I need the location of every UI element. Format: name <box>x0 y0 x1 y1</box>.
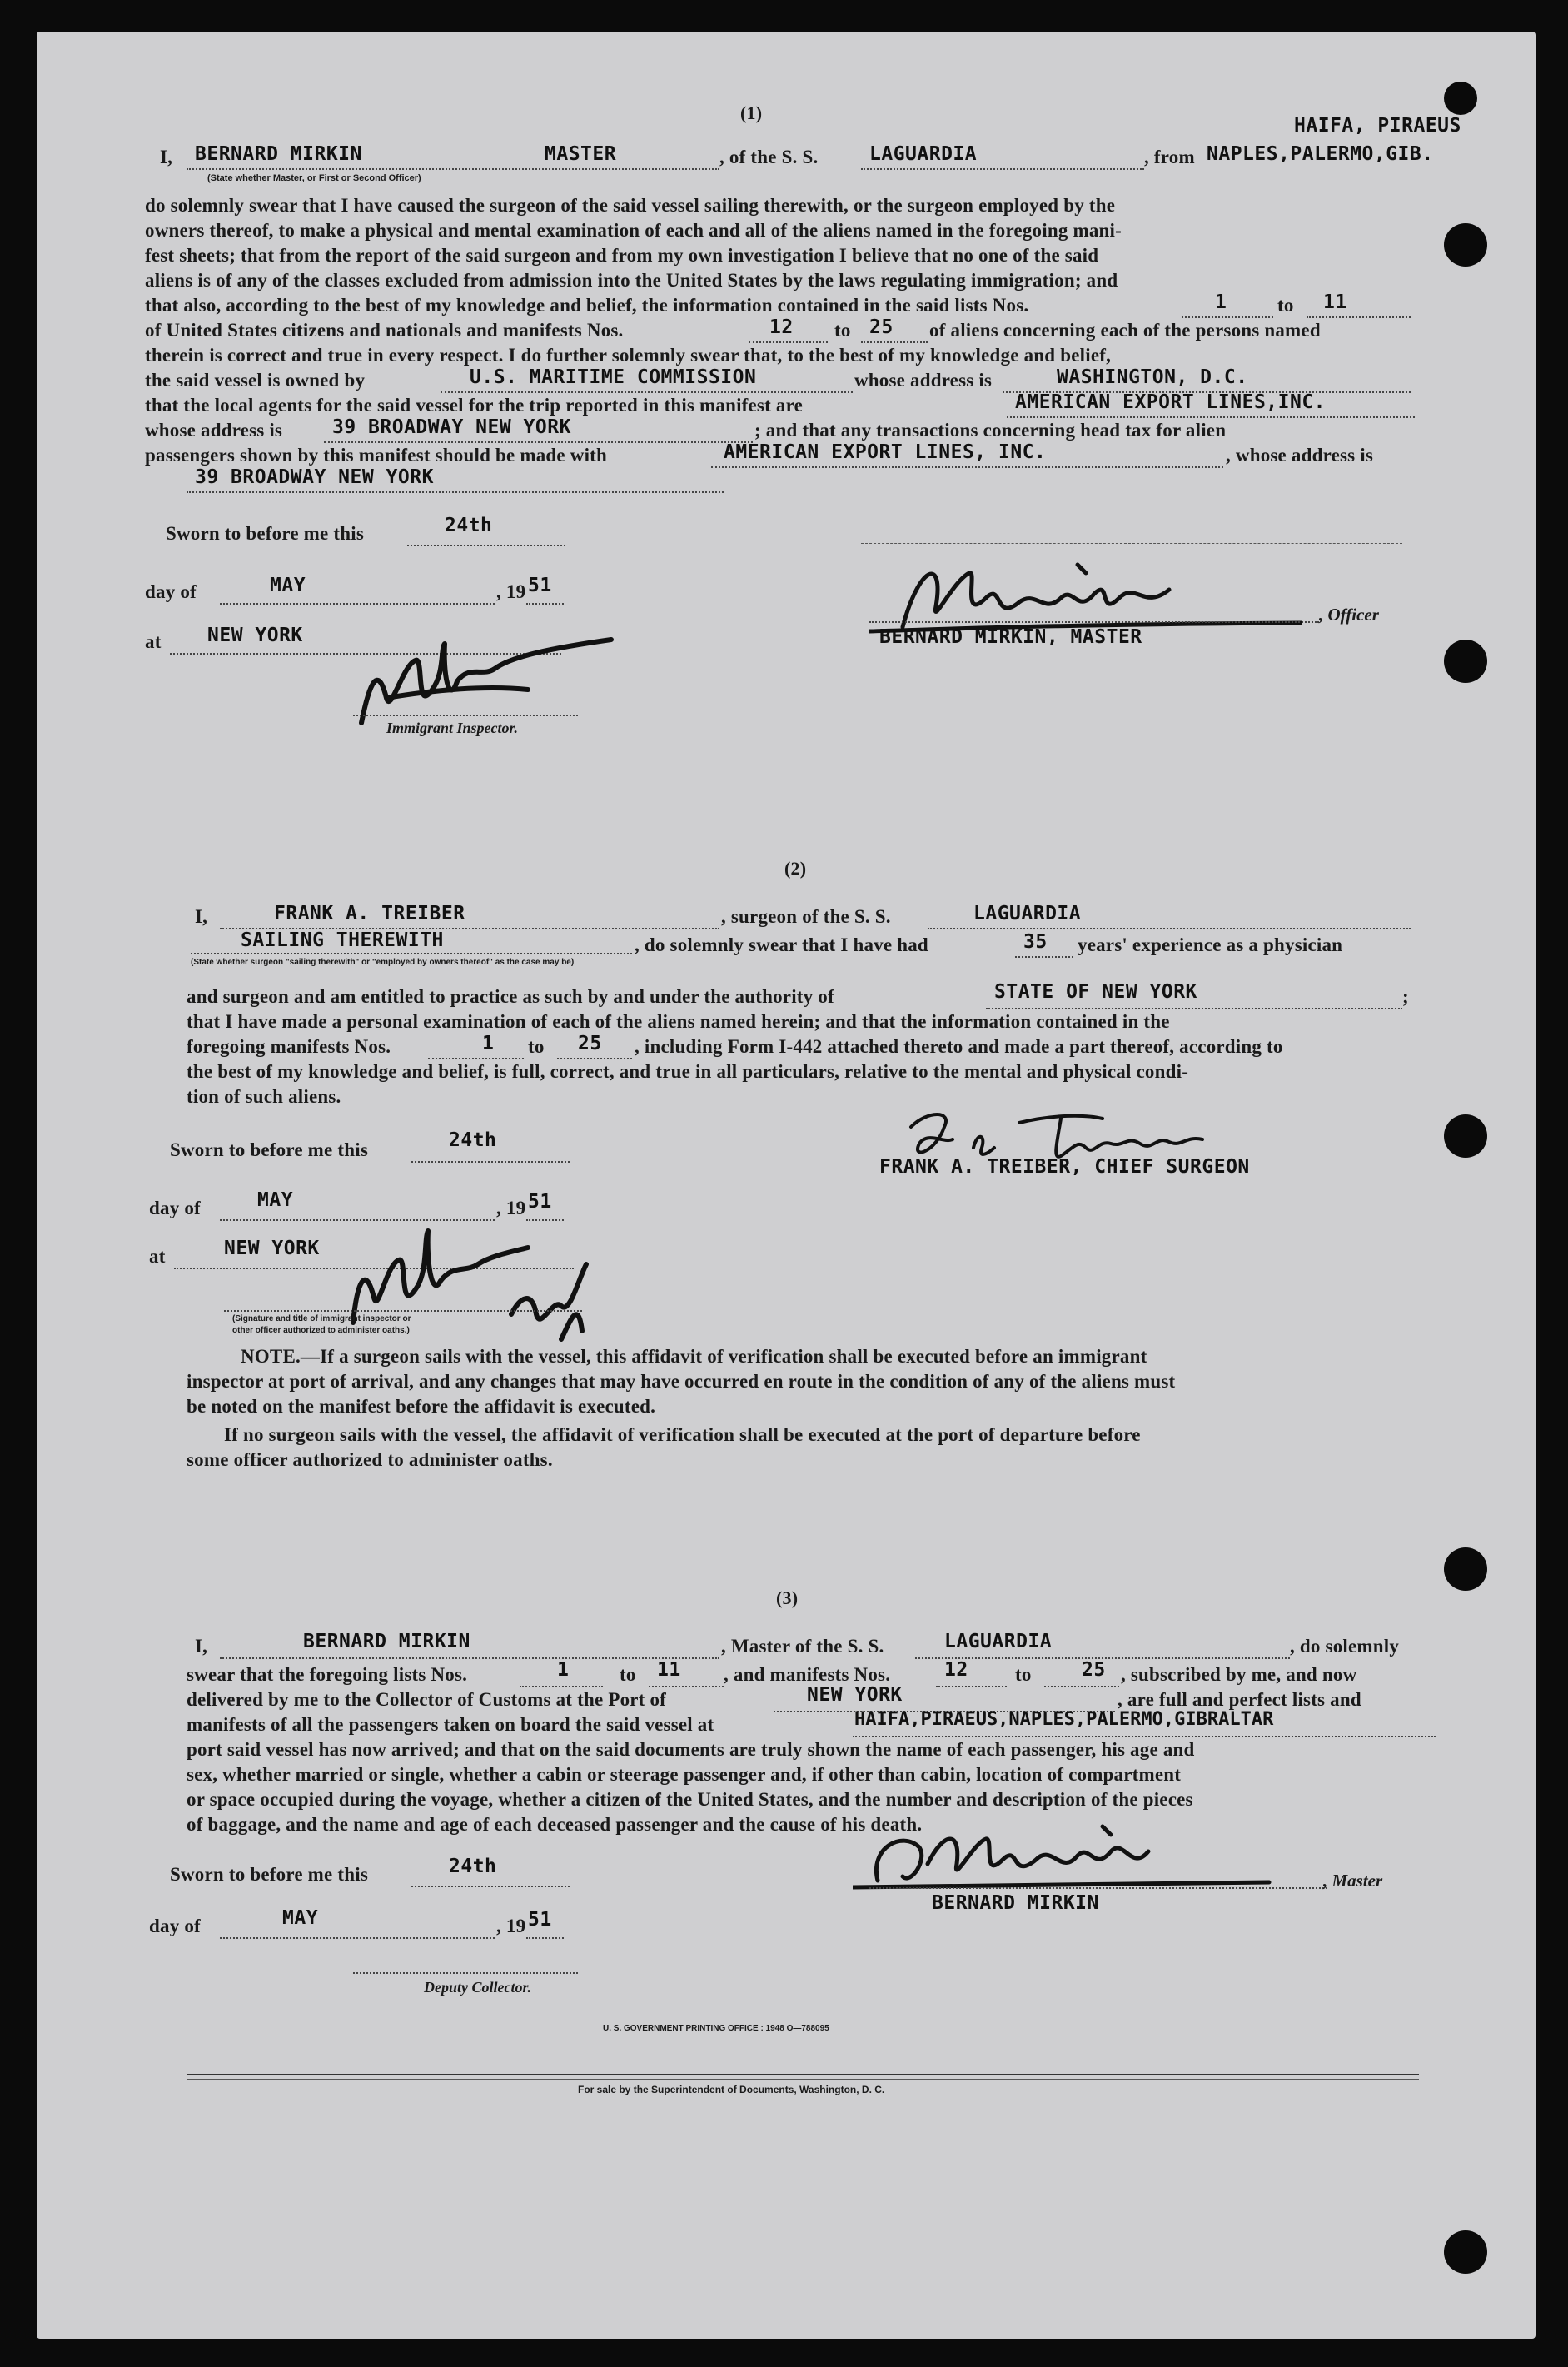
officer-rank: MASTER <box>545 143 617 165</box>
line <box>220 603 495 605</box>
embark-ports: HAIFA,PIRAEUS,NAPLES,PALERMO,GIBRALTAR <box>854 1709 1274 1730</box>
s3-text-5: port said vessel has now arrived; and that on the said documents are truly shown the name of each passenger, his age and <box>187 1739 1195 1760</box>
sworn-label: Sworn to before me this <box>166 523 364 544</box>
line <box>526 1937 564 1939</box>
s1-text-1: do solemnly swear that I have caused the surgeon of the said vessel sailing therewith, or the surgeon employed by the <box>145 195 1116 216</box>
s2-text-3: that I have made a personal examination of each of the aliens named herein; and that the information contained in the <box>187 1011 1170 1032</box>
section-number: (1) <box>740 102 763 123</box>
manifest-from: 12 <box>944 1659 968 1681</box>
line <box>1007 416 1415 418</box>
at-label: at <box>149 1246 166 1267</box>
section-number: (3) <box>776 1587 799 1608</box>
master-typed-name: BERNARD MIRKIN <box>932 1892 1099 1914</box>
s3-text-1b: , do solemnly <box>1290 1636 1400 1657</box>
line <box>187 168 719 170</box>
sworn-year: 51 <box>528 575 552 596</box>
ship-name: LAGUARDIA <box>944 1631 1053 1652</box>
note-line-3: be noted on the manifest before the affidavit is executed. <box>187 1396 656 1417</box>
surgeon-typed-name: FRANK A. TREIBER, CHIEF SURGEON <box>879 1156 1250 1178</box>
year-prefix: , 19 <box>496 1198 526 1218</box>
s2-text-2b: ; <box>1402 986 1409 1007</box>
officer-label: , Officer <box>1319 605 1379 625</box>
rank-note: (State whether Master, or First or Second Officer) <box>207 173 421 183</box>
s3-text-2a: swear that the foregoing lists Nos. <box>187 1664 468 1685</box>
surgeon-manifest-to: 25 <box>578 1033 602 1054</box>
line <box>520 1686 603 1687</box>
ports-line-1: HAIFA, PIRAEUS <box>1294 115 1461 137</box>
s3-text-8: of baggage, and the name and age of each deceased passenger and the cause of his death. <box>187 1814 923 1835</box>
s1-text-4: aliens is of any of the classes excluded from admission into the United States by the laws regulating immigration; and <box>145 270 1118 291</box>
line <box>1307 316 1411 318</box>
s2-text-1a: , do solemnly swear that I have had <box>635 934 928 955</box>
line <box>224 1310 582 1312</box>
list-from: 1 <box>1215 292 1227 313</box>
sailing-note: (State whether surgeon "sailing therewith" or "employed by owners thereof" as the case may be) <box>191 958 575 967</box>
footer-rule <box>187 2074 1419 2075</box>
practice-authority: STATE OF NEW YORK <box>994 981 1197 1003</box>
line <box>1044 1686 1119 1687</box>
surgeon-name: FRANK A. TREIBER <box>274 903 465 924</box>
s1-text-10a: whose address is <box>145 420 283 441</box>
years-experience: 35 <box>1023 931 1048 953</box>
signature-note-1: (Signature and title of immigrant inspector or <box>232 1314 411 1323</box>
sworn-place: NEW YORK <box>207 625 303 646</box>
section-number: (2) <box>784 858 807 879</box>
list-from: 1 <box>557 1659 570 1681</box>
line <box>191 953 632 954</box>
year-prefix: , 19 <box>496 581 526 602</box>
line <box>220 1657 719 1659</box>
deputy-collector-label: Deputy Collector. <box>424 1979 531 1996</box>
to-word: to <box>528 1036 545 1057</box>
line <box>1015 956 1073 958</box>
gpo-imprint: U. S. GOVERNMENT PRINTING OFFICE : 1948 O—788095 <box>603 2024 829 2033</box>
note-line-4: If no surgeon sails with the vessel, the affidavit of verification shall be executed at the port of departure before <box>224 1424 1141 1445</box>
lead-i: I, <box>195 906 208 927</box>
to-word: to <box>620 1664 636 1685</box>
manifest-from: 12 <box>769 316 794 338</box>
line <box>1182 316 1273 318</box>
officer-typed-name: BERNARD MIRKIN, MASTER <box>879 626 1142 648</box>
manifest-to: 25 <box>869 316 894 338</box>
vessel-owner: U.S. MARITIME COMMISSION <box>470 366 757 388</box>
line <box>557 1058 632 1059</box>
s2-text-4b: , including Form I-442 attached thereto and made a part thereof, according to <box>635 1036 1283 1057</box>
label-from: , from <box>1144 147 1195 167</box>
line <box>411 1161 570 1163</box>
inspector-label: Immigrant Inspector. <box>386 720 519 736</box>
agent-address: 39 BROADWAY NEW YORK <box>332 416 571 438</box>
line <box>353 1972 578 1974</box>
s1-text-6b: of aliens concerning each of the persons named <box>929 320 1321 341</box>
local-agent: AMERICAN EXPORT LINES,INC. <box>1015 391 1327 413</box>
line <box>353 715 578 716</box>
sworn-label: Sworn to before me this <box>170 1139 368 1160</box>
master-name: BERNARD MIRKIN <box>195 143 362 165</box>
list-to: 11 <box>657 1659 681 1681</box>
to-word: to <box>1015 1664 1032 1685</box>
punch-hole <box>1444 1114 1487 1158</box>
owner-address: WASHINGTON, D.C. <box>1057 366 1248 388</box>
sworn-day: 24th <box>449 1129 497 1151</box>
line <box>853 1736 1436 1737</box>
master-label: , Master <box>1323 1871 1383 1891</box>
s1-text-8b: whose address is <box>854 370 993 391</box>
lead-i: I, <box>195 1636 208 1657</box>
to-word: to <box>1277 295 1294 316</box>
ports-line-2: NAPLES,PALERMO,GIB. <box>1207 143 1434 165</box>
line <box>441 391 853 393</box>
signature-note-2: other officer authorized to administer oaths.) <box>232 1326 410 1335</box>
s1-text-8a: the said vessel is owned by <box>145 370 366 391</box>
s2-text-1b: years' experience as a physician <box>1078 934 1343 955</box>
label-of-ss: , of the S. S. <box>719 147 819 167</box>
day-of-label: day of <box>145 581 197 602</box>
surgeon-manifest-from: 1 <box>482 1033 495 1054</box>
sworn-month: MAY <box>270 575 306 596</box>
line <box>526 603 564 605</box>
s1-text-7: therein is correct and true in every respect. I do further solemnly swear that, to the best of my knowledge and belief, <box>145 345 1112 366</box>
s1-text-11b: , whose address is <box>1226 445 1373 466</box>
line <box>220 1937 495 1939</box>
note-line-5: some officer authorized to administer oaths. <box>187 1449 553 1470</box>
s3-text-4a: manifests of all the passengers taken on board the said vessel at <box>187 1714 714 1735</box>
ship-name: LAGUARDIA <box>869 143 978 165</box>
head-tax-party: AMERICAN EXPORT LINES, INC. <box>724 441 1047 463</box>
s3-text-6: sex, whether married or single, whether a cabin or steerage passenger and, if other than cabin, location of compartment <box>187 1764 1182 1785</box>
head-tax-address: 39 BROADWAY NEW YORK <box>195 466 434 488</box>
line <box>936 1686 1007 1687</box>
sworn-day: 24th <box>445 515 493 536</box>
signature-line <box>861 543 1402 544</box>
ship-name: LAGUARDIA <box>973 903 1082 924</box>
year-prefix: , 19 <box>496 1916 526 1936</box>
punch-hole <box>1444 223 1487 267</box>
s2-text-5: the best of my knowledge and belief, is full, correct, and true in all particulars, relative to the mental and physical condi- <box>187 1061 1189 1082</box>
footer-rule <box>187 2079 1419 2080</box>
to-word: to <box>834 320 851 341</box>
label-master-of-ss: , Master of the S. S. <box>721 1636 884 1657</box>
line <box>407 545 565 546</box>
line <box>324 441 753 443</box>
line <box>869 621 1319 623</box>
note-line-1: NOTE.—If a surgeon sails with the vessel, this affidavit of verification shall be executed before an immigrant <box>241 1346 1147 1367</box>
line <box>711 466 1223 468</box>
s1-text-5: that also, according to the best of my knowledge and belief, the information contained in the said lists Nos. <box>145 295 1029 316</box>
line <box>861 168 1144 170</box>
s3-text-3b: , are full and perfect lists and <box>1118 1689 1361 1710</box>
s1-text-3: fest sheets; that from the report of the said surgeon and from my own investigation I believe that no one of the said <box>145 245 1099 266</box>
label-surgeon-of-ss: , surgeon of the S. S. <box>721 906 891 927</box>
s1-text-9a: that the local agents for the said vessel for the trip reported in this manifest are <box>145 395 803 416</box>
sworn-day: 24th <box>449 1856 497 1877</box>
at-label: at <box>145 631 162 652</box>
sale-imprint: For sale by the Superintendent of Documents, Washington, D. C. <box>578 2084 885 2095</box>
customs-port: NEW YORK <box>807 1684 903 1706</box>
s1-text-2: owners thereof, to make a physical and mental examination of each and all of the aliens named in the foregoing mani- <box>145 220 1122 241</box>
lead-i: I, <box>160 147 173 167</box>
line <box>749 341 828 343</box>
s3-text-7: or space occupied during the voyage, whether a citizen of the United States, and the number and description of the pieces <box>187 1789 1193 1810</box>
s2-text-4a: foregoing manifests Nos. <box>187 1036 391 1057</box>
s2-text-6: tion of such aliens. <box>187 1086 341 1107</box>
sworn-month: MAY <box>257 1189 294 1211</box>
line <box>928 928 1411 929</box>
punch-hole <box>1444 640 1487 683</box>
note-line-2: inspector at port of arrival, and any changes that may have occurred en route in the condition of any of the aliens must <box>187 1371 1176 1392</box>
day-of-label: day of <box>149 1916 201 1936</box>
sworn-month: MAY <box>282 1907 319 1929</box>
line <box>869 1887 1327 1889</box>
master-name: BERNARD MIRKIN <box>303 1631 470 1652</box>
s1-text-10b: ; and that any transactions concerning head tax for alien <box>754 420 1227 441</box>
master-signature <box>853 1814 1286 1897</box>
line <box>411 1886 570 1887</box>
s3-text-3a: delivered by me to the Collector of Customs at the Port of <box>187 1689 667 1710</box>
s3-text-2b: , and manifests Nos. <box>724 1664 891 1685</box>
line <box>428 1058 524 1059</box>
punch-hole <box>1444 82 1477 115</box>
form-sheet <box>37 32 1536 2339</box>
punch-hole <box>1444 2230 1487 2274</box>
s3-text-2c: , subscribed by me, and now <box>1121 1664 1357 1685</box>
sworn-year: 51 <box>528 1191 552 1213</box>
punch-hole <box>1444 1547 1487 1591</box>
line <box>861 341 928 343</box>
sworn-place: NEW YORK <box>224 1238 320 1259</box>
s2-text-2a: and surgeon and am entitled to practice as such by and under the authority of <box>187 986 834 1007</box>
day-of-label: day of <box>149 1198 201 1218</box>
line <box>649 1686 724 1687</box>
sworn-label: Sworn to before me this <box>170 1864 368 1885</box>
line <box>986 1008 1402 1009</box>
s1-text-11a: passengers shown by this manifest should be made with <box>145 445 608 466</box>
sailing-status: SAILING THEREWITH <box>241 929 444 951</box>
list-to: 11 <box>1323 292 1347 313</box>
sworn-year: 51 <box>528 1909 552 1931</box>
s1-text-6a: of United States citizens and nationals and manifests Nos. <box>145 320 624 341</box>
line <box>187 491 724 493</box>
manifest-to: 25 <box>1082 1659 1106 1681</box>
